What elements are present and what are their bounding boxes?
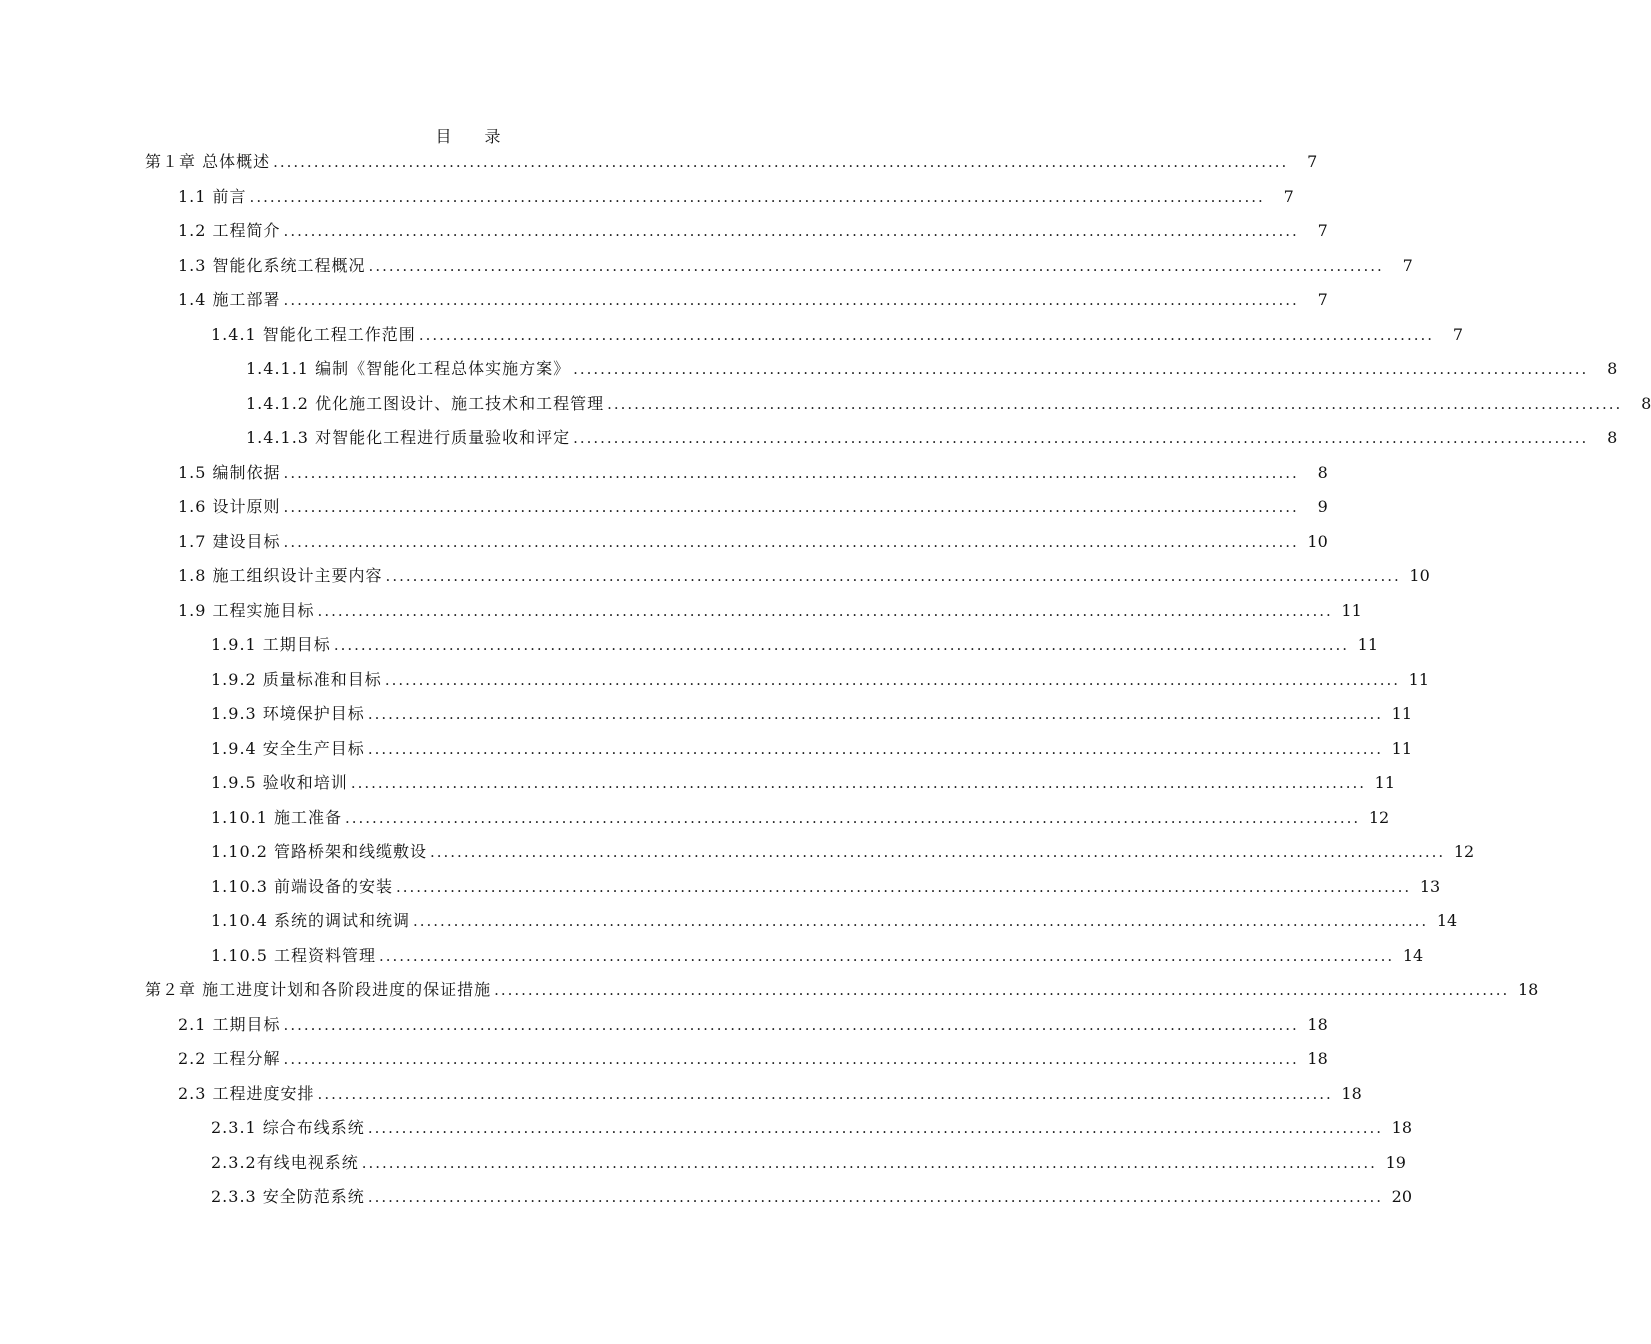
toc-page-number: 11	[1357, 635, 1379, 655]
toc-dot-leader: ......................................................................................................................................................	[273, 153, 1289, 172]
toc-entry-title: 1.1 前言	[178, 186, 247, 206]
toc-entry-title: 2.1 工期目标	[178, 1014, 281, 1034]
toc-entry[interactable]	[178, 525, 1328, 560]
toc-entry[interactable]	[145, 145, 1318, 180]
toc-page-number: 20	[1391, 1187, 1413, 1207]
toc-entry-title: 1.10.5 工程资料管理	[211, 945, 376, 965]
toc-entry[interactable]	[211, 939, 1424, 974]
toc-dot-leader: ......................................................................................................................................................	[350, 774, 1367, 793]
toc-entry-title: 第１章 总体概述	[145, 152, 271, 172]
toc-page-number: 7	[1452, 324, 1464, 344]
toc-dot-leader: ......................................................................................................................................................	[283, 291, 1299, 310]
toc-entry[interactable]	[246, 421, 1618, 456]
toc-page-number: 10	[1307, 531, 1328, 551]
toc-entry[interactable]	[211, 1146, 1406, 1181]
toc-dot-leader: ......................................................................................................................................................	[283, 1050, 1299, 1069]
toc-dot-leader: ......................................................................................................................................................	[429, 843, 1446, 862]
toc-entry[interactable]	[178, 214, 1328, 249]
toc-entry[interactable]	[211, 766, 1396, 801]
toc-entry[interactable]	[211, 1111, 1413, 1146]
toc-page-number: 11	[1341, 600, 1362, 620]
toc-page-number: 11	[1408, 669, 1430, 689]
table-of-contents	[0, 145, 1651, 1215]
toc-page-number: 18	[1391, 1118, 1413, 1138]
toc-entry-title: 1.9 工程实施目标	[178, 600, 315, 620]
toc-dot-leader: ......................................................................................................................................................	[368, 256, 1384, 275]
toc-dot-leader: ......................................................................................................................................................	[412, 912, 1429, 931]
toc-entry-title: 1.9.1 工期目标	[211, 635, 331, 655]
toc-entry-title: 2.3.1 综合布线系统	[211, 1118, 365, 1138]
toc-page-number: 14	[1436, 911, 1458, 931]
toc-entry-title: 2.2 工程分解	[178, 1049, 281, 1069]
toc-page-number: 8	[1641, 393, 1651, 413]
toc-entry[interactable]	[178, 559, 1430, 594]
toc-entry[interactable]	[246, 387, 1651, 422]
toc-entry-title: 1.4.1.1 编制《智能化工程总体实施方案》	[246, 359, 571, 379]
toc-entry-title: 1.10.4 系统的调试和统调	[211, 911, 410, 931]
toc-entry[interactable]	[211, 870, 1441, 905]
toc-entry[interactable]	[211, 1180, 1413, 1215]
toc-page-number: 18	[1341, 1083, 1362, 1103]
toc-dot-leader: ......................................................................................................................................................	[573, 360, 1589, 379]
toc-entry[interactable]	[211, 835, 1475, 870]
toc-entry-title: 1.4.1.3 对智能化工程进行质量验收和评定	[246, 428, 571, 448]
toc-entry-title: 2.3.3 安全防范系统	[211, 1187, 365, 1207]
toc-entry[interactable]	[211, 732, 1413, 767]
toc-entry[interactable]	[178, 180, 1294, 215]
toc-dot-leader: ......................................................................................................................................................	[333, 636, 1350, 655]
toc-page-number: 14	[1402, 945, 1424, 965]
toc-page-number: 12	[1453, 842, 1475, 862]
toc-page-number: 8	[1607, 428, 1618, 448]
toc-dot-leader: ......................................................................................................................................................	[283, 222, 1299, 241]
toc-entry[interactable]	[211, 663, 1430, 698]
toc-entry[interactable]	[211, 904, 1458, 939]
toc-dot-leader: ......................................................................................................................................................	[249, 187, 1265, 206]
toc-entry[interactable]	[211, 697, 1413, 732]
toc-entry[interactable]	[178, 249, 1413, 284]
toc-entry-title: 1.9.3 环境保护目标	[211, 704, 365, 724]
toc-dot-leader: ......................................................................................................................................................	[494, 981, 1510, 1000]
toc-page-number: 7	[1307, 152, 1318, 172]
toc-entry[interactable]	[178, 456, 1328, 491]
toc-dot-leader: ......................................................................................................................................................	[317, 1084, 1333, 1103]
toc-dot-leader: ......................................................................................................................................................	[573, 429, 1589, 448]
toc-page-number: 19	[1385, 1152, 1406, 1172]
toc-dot-leader: ......................................................................................................................................................	[607, 394, 1623, 413]
toc-entry-title: 1.4 施工部署	[178, 290, 281, 310]
toc-entry[interactable]	[211, 801, 1390, 836]
toc-dot-leader: ......................................................................................................................................................	[361, 1153, 1377, 1172]
toc-page-number: 12	[1368, 807, 1390, 827]
toc-dot-leader: ......................................................................................................................................................	[367, 705, 1384, 724]
toc-page-number: 7	[1283, 186, 1294, 206]
toc-entry[interactable]	[145, 973, 1539, 1008]
toc-entry-title: 1.4.1.2 优化施工图设计、施工技术和工程管理	[246, 393, 605, 413]
toc-entry-title: 1.3 智能化系统工程概况	[178, 255, 366, 275]
toc-page-number: 8	[1607, 359, 1618, 379]
toc-dot-leader: ......................................................................................................................................................	[384, 670, 1401, 689]
toc-entry-title: 1.2 工程简介	[178, 221, 281, 241]
toc-dot-leader: ......................................................................................................................................................	[283, 463, 1299, 482]
toc-entry-title: 1.6 设计原则	[178, 497, 281, 517]
toc-entry-title: 1.10.1 施工准备	[211, 807, 342, 827]
toc-dot-leader: ......................................................................................................................................................	[283, 1015, 1299, 1034]
toc-dot-leader: ......................................................................................................................................................	[385, 567, 1401, 586]
toc-page-number: 8	[1317, 462, 1328, 482]
toc-entry-title: 2.3.2有线电视系统	[211, 1152, 359, 1172]
toc-page-number: 7	[1402, 255, 1413, 275]
toc-page-number: 7	[1317, 221, 1328, 241]
toc-entry[interactable]	[178, 1008, 1328, 1043]
toc-page-number: 18	[1307, 1049, 1328, 1069]
toc-dot-leader: ......................................................................................................................................................	[367, 1188, 1384, 1207]
toc-page-number: 7	[1317, 290, 1328, 310]
toc-dot-leader: ......................................................................................................................................................	[395, 877, 1412, 896]
toc-page-number: 13	[1419, 876, 1441, 896]
toc-entry-title: 2.3 工程进度安排	[178, 1083, 315, 1103]
toc-dot-leader: ......................................................................................................................................................	[344, 808, 1361, 827]
toc-page-number: 18	[1517, 980, 1539, 1000]
toc-entry[interactable]	[178, 594, 1362, 629]
toc-title: 目 录	[435, 127, 515, 146]
toc-dot-leader: ......................................................................................................................................................	[367, 739, 1384, 758]
toc-entry-title: 1.4.1 智能化工程工作范围	[211, 324, 416, 344]
toc-entry-title: 1.5 编制依据	[178, 462, 281, 482]
toc-entry-title: 第２章 施工进度计划和各阶段进度的保证措施	[145, 980, 492, 1000]
toc-dot-leader: ......................................................................................................................................................	[418, 325, 1435, 344]
toc-dot-leader: ......................................................................................................................................................	[378, 946, 1395, 965]
toc-page-number: 10	[1409, 566, 1430, 586]
toc-entry-title: 1.9.5 验收和培训	[211, 773, 348, 793]
toc-entry-title: 1.9.4 安全生产目标	[211, 738, 365, 758]
toc-entry-title: 1.9.2 质量标准和目标	[211, 669, 382, 689]
toc-dot-leader: ......................................................................................................................................................	[283, 532, 1299, 551]
toc-entry-title: 1.10.3 前端设备的安装	[211, 876, 393, 896]
toc-entry-title: 1.7 建设目标	[178, 531, 281, 551]
toc-page-number: 11	[1391, 738, 1413, 758]
toc-page-number: 11	[1374, 773, 1396, 793]
toc-entry[interactable]	[178, 1042, 1328, 1077]
toc-page-number: 18	[1307, 1014, 1328, 1034]
toc-entry[interactable]	[178, 283, 1328, 318]
toc-entry-title: 1.10.2 管路桥架和线缆敷设	[211, 842, 427, 862]
toc-entry[interactable]	[211, 628, 1379, 663]
toc-page-number: 11	[1391, 704, 1413, 724]
toc-entry-title: 1.8 施工组织设计主要内容	[178, 566, 383, 586]
toc-entry[interactable]	[178, 490, 1328, 525]
toc-dot-leader: ......................................................................................................................................................	[283, 498, 1299, 517]
toc-entry[interactable]	[211, 318, 1464, 353]
toc-page-number: 9	[1317, 497, 1328, 517]
toc-entry[interactable]	[246, 352, 1618, 387]
toc-entry[interactable]	[178, 1077, 1362, 1112]
toc-dot-leader: ......................................................................................................................................................	[367, 1119, 1384, 1138]
toc-dot-leader: ......................................................................................................................................................	[317, 601, 1333, 620]
